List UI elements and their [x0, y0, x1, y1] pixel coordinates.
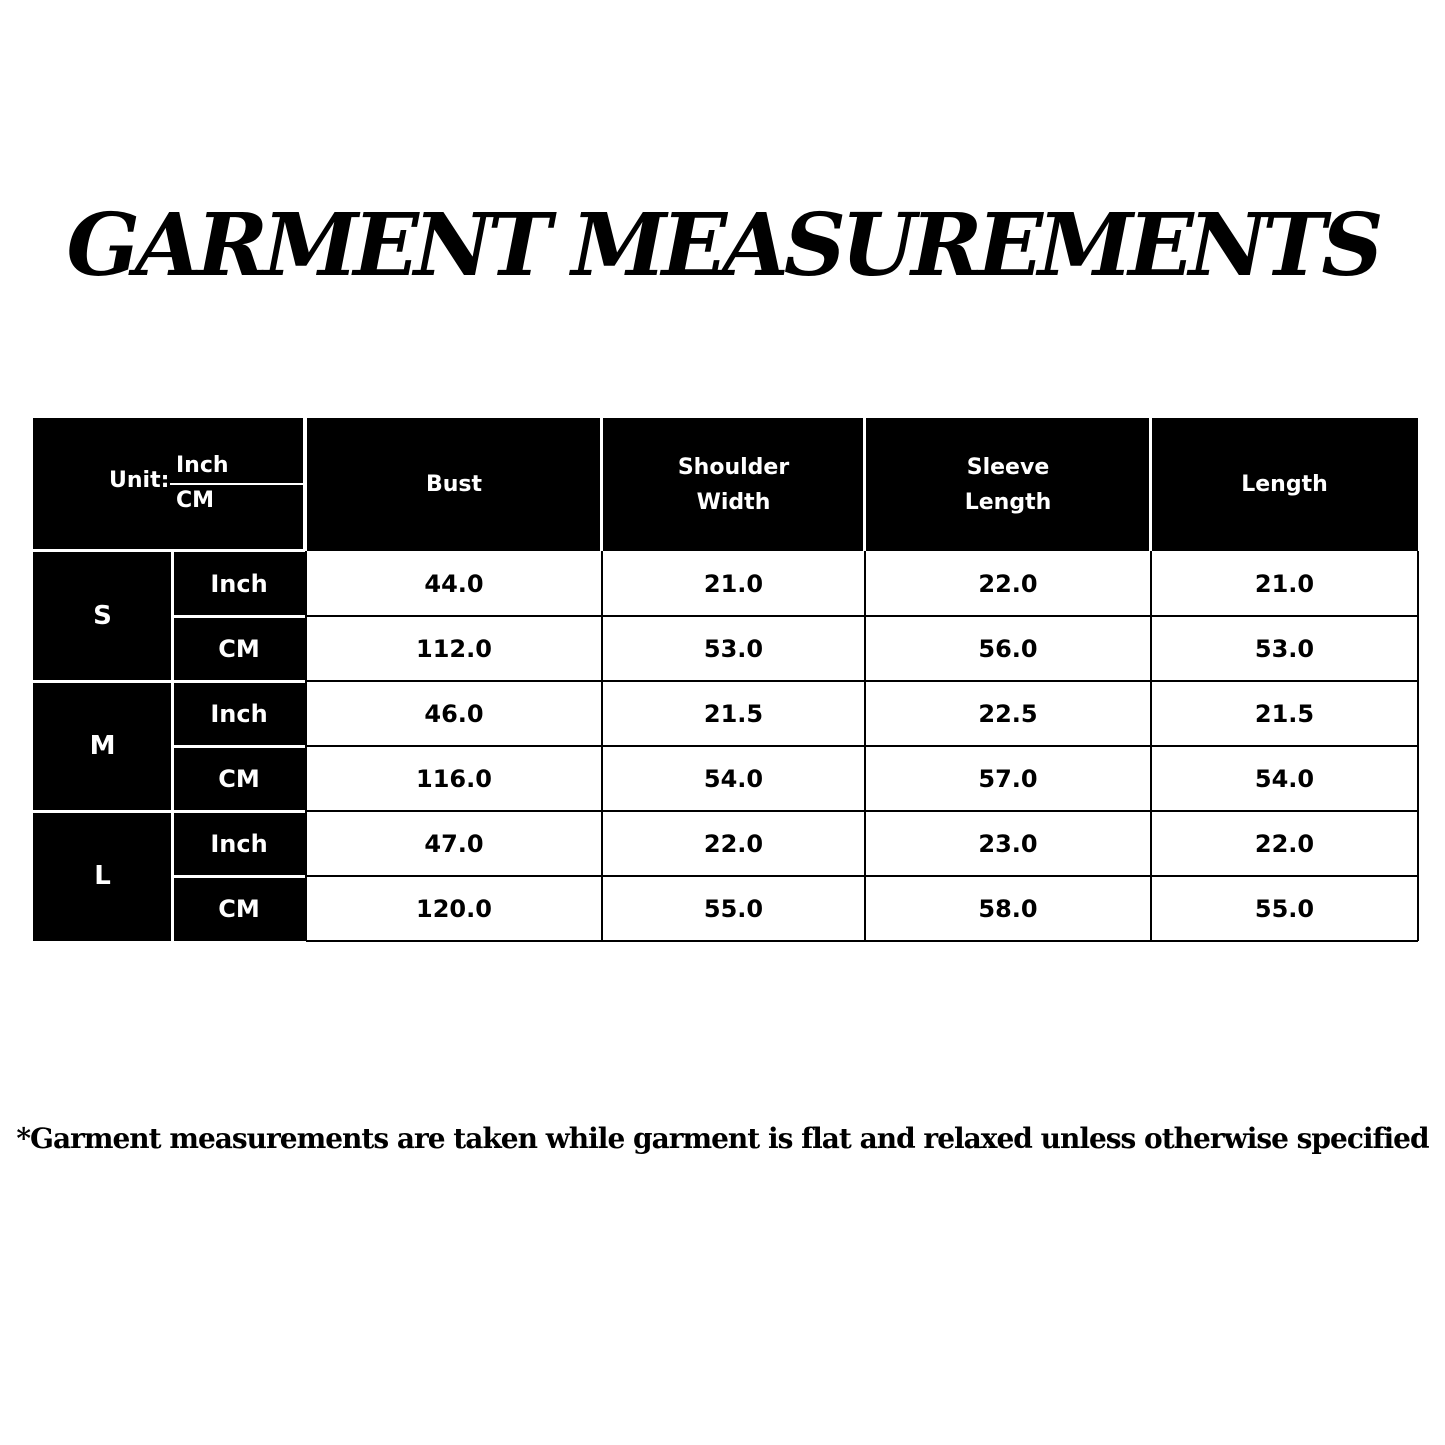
header-bottom-separator: [33, 549, 306, 552]
grid-horizontal: [306, 615, 1418, 617]
header-separator: [600, 418, 603, 551]
measurement-value: 44.0: [306, 551, 602, 616]
column-header-text: Sleeve: [966, 454, 1050, 480]
size-chart-table: [33, 418, 1418, 940]
header-separator: [863, 418, 866, 551]
measurement-value: 57.0: [865, 746, 1151, 811]
column-header-text: Length: [1241, 472, 1328, 497]
row-label-separator: [172, 615, 306, 618]
measurement-value: 21.5: [602, 681, 865, 746]
measurement-value: 58.0: [865, 876, 1151, 941]
measurement-value: 120.0: [306, 876, 602, 941]
unit-row-label: CM: [172, 876, 306, 941]
header-separator: [1149, 418, 1152, 551]
grid-horizontal: [306, 940, 1418, 942]
measurement-value: 55.0: [602, 876, 865, 941]
measurement-value: 22.0: [602, 811, 865, 876]
size-label-m: M: [33, 681, 172, 811]
measurement-value: 54.0: [602, 746, 865, 811]
unit-divider: [170, 483, 304, 485]
unit-row-label: CM: [172, 616, 306, 681]
page-title: GARMENT MEASUREMENTS: [66, 195, 1379, 296]
unit-row-label: Inch: [172, 811, 306, 876]
measurement-value: 23.0: [865, 811, 1151, 876]
column-header-sleeve-length: [865, 418, 1151, 551]
measurement-value: 55.0: [1151, 876, 1418, 941]
grid-horizontal: [306, 680, 1418, 682]
measurement-value: 53.0: [602, 616, 865, 681]
measurement-value: 22.5: [865, 681, 1151, 746]
size-label-s: S: [33, 551, 172, 681]
measurement-value: 112.0: [306, 616, 602, 681]
measurement-value: 21.0: [1151, 551, 1418, 616]
grid-horizontal: [306, 875, 1418, 877]
measurement-value: 22.0: [865, 551, 1151, 616]
measurement-value: 46.0: [306, 681, 602, 746]
measurement-value: 56.0: [865, 616, 1151, 681]
size-label-l: L: [33, 811, 172, 941]
column-header-shoulder-width: [602, 418, 865, 551]
column-header-text: Shoulder: [677, 454, 790, 480]
measurement-value: 47.0: [306, 811, 602, 876]
column-header-text: Length: [964, 489, 1052, 515]
row-label-separator: [33, 680, 306, 683]
grid-horizontal: [306, 810, 1418, 812]
column-header-text: Bust: [425, 472, 483, 497]
unit-inch-label: Inch: [176, 453, 229, 478]
unit-row-label: CM: [172, 746, 306, 811]
row-label-separator: [33, 810, 306, 813]
measurement-value: 21.0: [602, 551, 865, 616]
column-header-bust: [306, 418, 602, 551]
measurement-value: 53.0: [1151, 616, 1418, 681]
unit-row-label: Inch: [172, 681, 306, 746]
row-label-separator: [172, 745, 306, 748]
row-label-separator: [172, 875, 306, 878]
measurement-value: 116.0: [306, 746, 602, 811]
unit-row-label: Inch: [172, 551, 306, 616]
measurement-value: 21.5: [1151, 681, 1418, 746]
column-header-length: [1151, 418, 1418, 551]
measurement-value: 22.0: [1151, 811, 1418, 876]
grid-horizontal: [306, 745, 1418, 747]
header-separator: [303, 418, 306, 551]
measurement-value: 54.0: [1151, 746, 1418, 811]
footnote: *Garment measurements are taken while garment is flat and relaxed unless otherwise specified: [16, 1122, 1429, 1155]
unit-cm-label: CM: [176, 488, 215, 513]
unit-label: Unit:: [109, 468, 170, 493]
column-header-text: Width: [696, 489, 771, 515]
unit-header-cell: [33, 418, 304, 549]
